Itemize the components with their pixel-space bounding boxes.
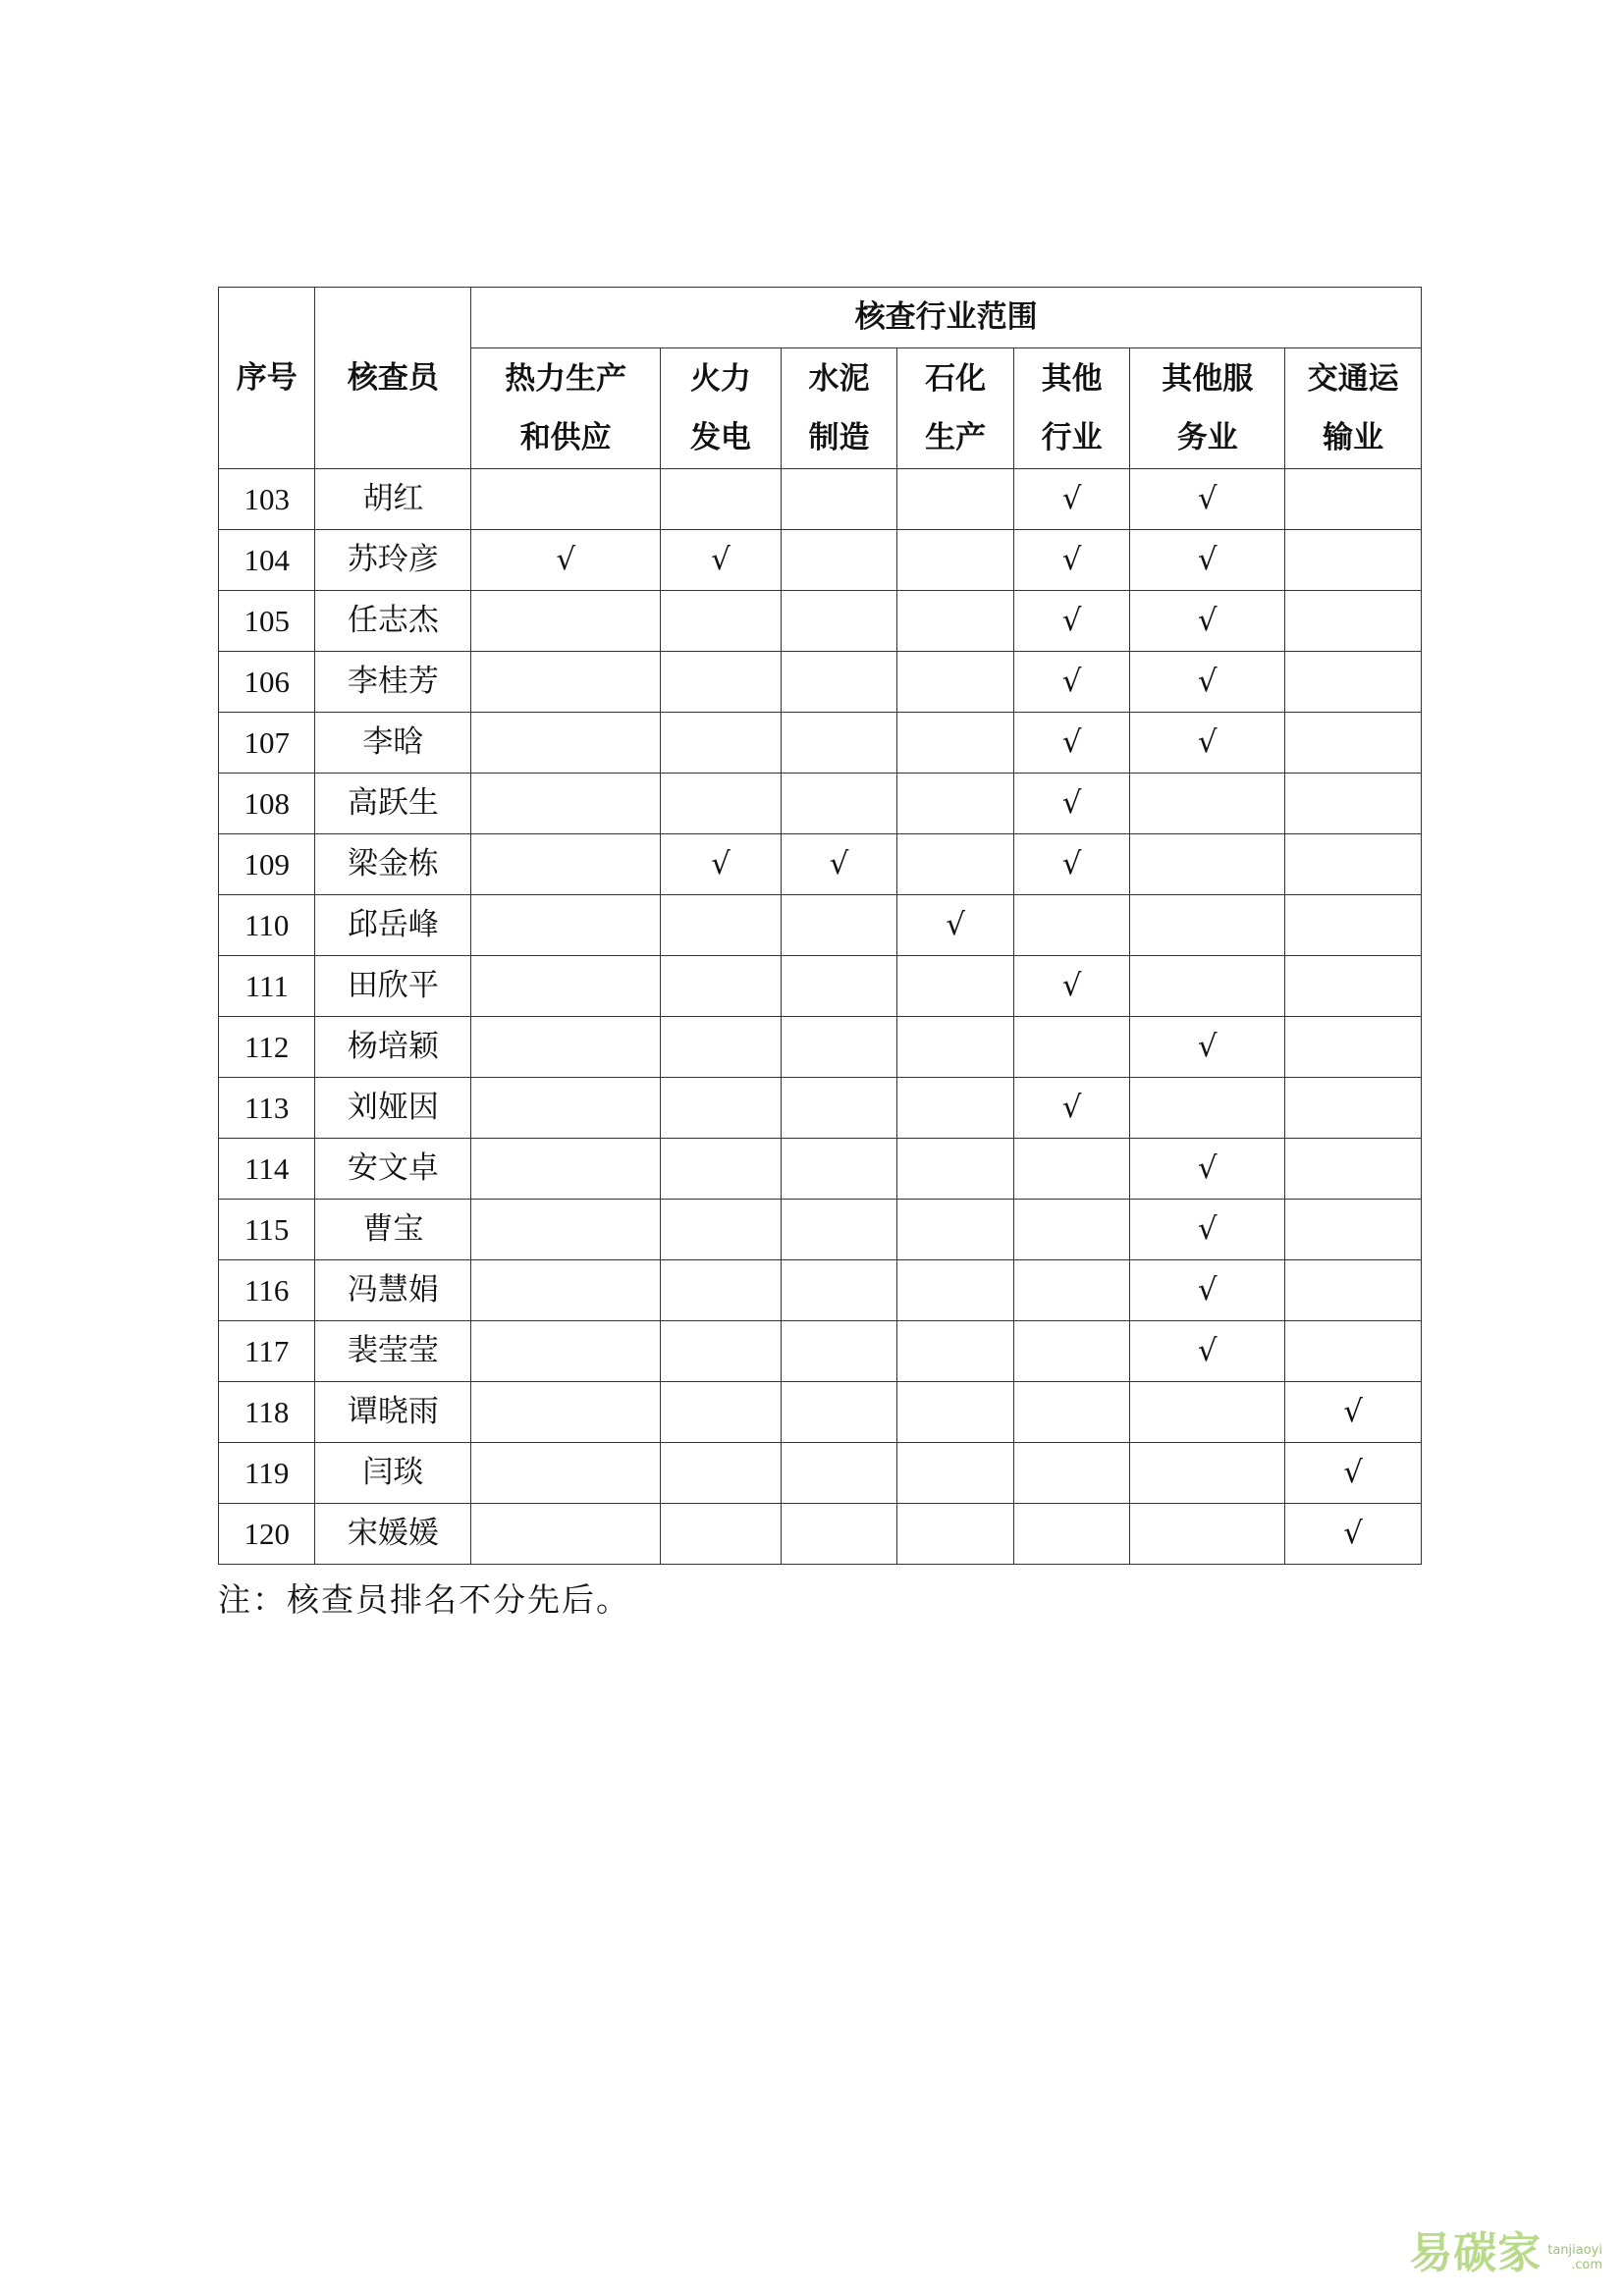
- industry-check-cell: √: [1130, 652, 1285, 713]
- industry-check-cell: [661, 1200, 782, 1260]
- industry-check-cell: √: [1013, 591, 1130, 652]
- industry-check-cell: [1130, 895, 1285, 956]
- watermark-text: 易碳家: [1409, 2228, 1543, 2278]
- industry-check-cell: [897, 1078, 1014, 1139]
- industry-check-cell: √: [1130, 1321, 1285, 1382]
- table-row: [219, 652, 1422, 713]
- row-number: 112: [219, 1017, 315, 1078]
- auditor-name: 谭晓雨: [315, 1382, 471, 1443]
- row-number: 120: [219, 1504, 315, 1565]
- table-row: [219, 1200, 1422, 1260]
- industry-check-cell: [781, 1321, 897, 1382]
- industry-check-cell: [1013, 895, 1130, 956]
- auditor-name: 冯慧娟: [315, 1260, 471, 1321]
- industry-check-cell: [1013, 1504, 1130, 1565]
- auditor-name: 李桂芳: [315, 652, 471, 713]
- industry-check-cell: √: [1013, 530, 1130, 591]
- industry-check-cell: √: [1130, 530, 1285, 591]
- auditor-name: 杨培颖: [315, 1017, 471, 1078]
- industry-check-cell: √: [471, 530, 661, 591]
- industry-check-cell: [661, 1382, 782, 1443]
- industry-check-cell: [471, 1139, 661, 1200]
- industry-check-cell: [1285, 774, 1422, 834]
- industry-check-cell: [781, 530, 897, 591]
- table-row: [219, 1443, 1422, 1504]
- header-industry: 热力生产 和供应: [471, 348, 661, 469]
- industry-check-cell: √: [1285, 1504, 1422, 1565]
- header-industry: 其他服 务业: [1130, 348, 1285, 469]
- auditor-name: 梁金栋: [315, 834, 471, 895]
- table-row: [219, 895, 1422, 956]
- industry-check-cell: [1013, 1017, 1130, 1078]
- table-row: [219, 1139, 1422, 1200]
- auditor-name: 高跃生: [315, 774, 471, 834]
- industry-check-cell: [781, 591, 897, 652]
- auditor-name: 安文卓: [315, 1139, 471, 1200]
- industry-check-cell: [661, 774, 782, 834]
- industry-check-cell: [781, 469, 897, 530]
- row-number: 107: [219, 713, 315, 774]
- table-header: [219, 288, 1422, 469]
- industry-check-cell: [897, 1017, 1014, 1078]
- industry-check-cell: [1130, 1504, 1285, 1565]
- industry-check-cell: [471, 956, 661, 1017]
- industry-check-cell: [1285, 895, 1422, 956]
- industry-check-cell: [471, 591, 661, 652]
- industry-check-cell: √: [1013, 713, 1130, 774]
- table-row: [219, 956, 1422, 1017]
- table-row: [219, 469, 1422, 530]
- industry-check-cell: [1130, 956, 1285, 1017]
- industry-check-cell: √: [1130, 469, 1285, 530]
- row-number: 109: [219, 834, 315, 895]
- roster-sheet: [218, 287, 1422, 1565]
- industry-check-cell: [897, 469, 1014, 530]
- industry-check-cell: [661, 1260, 782, 1321]
- auditor-name: 宋媛媛: [315, 1504, 471, 1565]
- header-industry: 其他 行业: [1013, 348, 1130, 469]
- industry-check-cell: [897, 1504, 1014, 1565]
- industry-check-cell: √: [1013, 774, 1130, 834]
- industry-check-cell: [781, 713, 897, 774]
- industry-check-cell: [1285, 1078, 1422, 1139]
- row-number: 113: [219, 1078, 315, 1139]
- industry-check-cell: [471, 713, 661, 774]
- industry-check-cell: [1285, 469, 1422, 530]
- industry-check-cell: [781, 1504, 897, 1565]
- industry-check-cell: [661, 652, 782, 713]
- auditor-name: 苏玲彦: [315, 530, 471, 591]
- auditor-name: 任志杰: [315, 591, 471, 652]
- industry-check-cell: √: [1130, 713, 1285, 774]
- industry-check-cell: [781, 956, 897, 1017]
- industry-check-cell: √: [1013, 956, 1130, 1017]
- row-number: 110: [219, 895, 315, 956]
- industry-check-cell: [897, 774, 1014, 834]
- row-number: 116: [219, 1260, 315, 1321]
- industry-check-cell: √: [1013, 834, 1130, 895]
- row-number: 104: [219, 530, 315, 591]
- industry-check-cell: [661, 1321, 782, 1382]
- table-body: [219, 469, 1422, 1565]
- industry-check-cell: [781, 1382, 897, 1443]
- industry-check-cell: √: [661, 530, 782, 591]
- auditor-name: 田欣平: [315, 956, 471, 1017]
- table-row: [219, 530, 1422, 591]
- table-row: [219, 1321, 1422, 1382]
- industry-check-cell: [781, 1260, 897, 1321]
- industry-check-cell: [897, 530, 1014, 591]
- industry-check-cell: √: [1130, 1260, 1285, 1321]
- header-industry: 水泥 制造: [781, 348, 897, 469]
- industry-check-cell: [897, 652, 1014, 713]
- industry-check-cell: [1130, 1078, 1285, 1139]
- industry-check-cell: [471, 774, 661, 834]
- header-industry-scope: 核查行业范围: [471, 288, 1422, 348]
- industry-check-cell: √: [1013, 1078, 1130, 1139]
- row-number: 117: [219, 1321, 315, 1382]
- table-row: [219, 1078, 1422, 1139]
- industry-check-cell: [897, 1200, 1014, 1260]
- auditor-name: 闫琰: [315, 1443, 471, 1504]
- industry-check-cell: [1285, 713, 1422, 774]
- industry-check-cell: [471, 1321, 661, 1382]
- industry-check-cell: [471, 1382, 661, 1443]
- row-number: 119: [219, 1443, 315, 1504]
- auditor-name: 胡红: [315, 469, 471, 530]
- industry-check-cell: [1285, 1017, 1422, 1078]
- industry-check-cell: [1013, 1382, 1130, 1443]
- industry-check-cell: √: [1130, 591, 1285, 652]
- industry-check-cell: [471, 834, 661, 895]
- row-number: 115: [219, 1200, 315, 1260]
- industry-check-cell: [897, 1443, 1014, 1504]
- industry-check-cell: [781, 652, 897, 713]
- header-no: 序号: [219, 288, 315, 469]
- auditor-name: 刘娅因: [315, 1078, 471, 1139]
- table-row: [219, 591, 1422, 652]
- table-row: [219, 1260, 1422, 1321]
- industry-check-cell: [661, 956, 782, 1017]
- industry-check-cell: √: [1130, 1017, 1285, 1078]
- table-row: [219, 1017, 1422, 1078]
- industry-check-cell: [1130, 774, 1285, 834]
- industry-check-cell: [661, 469, 782, 530]
- industry-check-cell: √: [897, 895, 1014, 956]
- industry-check-cell: [1013, 1139, 1130, 1200]
- auditor-name: 邱岳峰: [315, 895, 471, 956]
- industry-check-cell: [1285, 956, 1422, 1017]
- header-industry: 火力 发电: [661, 348, 782, 469]
- industry-check-cell: [897, 1260, 1014, 1321]
- table-row: [219, 1382, 1422, 1443]
- industry-check-cell: √: [1130, 1139, 1285, 1200]
- industry-check-cell: [471, 1504, 661, 1565]
- header-industry: 石化 生产: [897, 348, 1014, 469]
- industry-check-cell: [1285, 530, 1422, 591]
- industry-check-cell: [661, 895, 782, 956]
- industry-check-cell: [661, 1078, 782, 1139]
- auditor-name: 李晗: [315, 713, 471, 774]
- industry-check-cell: [781, 1200, 897, 1260]
- footnote: 注：核查员排名不分先后。: [218, 1580, 630, 1619]
- industry-check-cell: [1013, 1321, 1130, 1382]
- industry-check-cell: [471, 1078, 661, 1139]
- industry-check-cell: [661, 1504, 782, 1565]
- industry-check-cell: [471, 1443, 661, 1504]
- industry-check-cell: [1285, 591, 1422, 652]
- industry-check-cell: [1285, 1139, 1422, 1200]
- industry-check-cell: [1013, 1200, 1130, 1260]
- industry-check-cell: [661, 713, 782, 774]
- industry-check-cell: [1285, 652, 1422, 713]
- industry-check-cell: [1285, 1321, 1422, 1382]
- row-number: 105: [219, 591, 315, 652]
- industry-check-cell: [471, 652, 661, 713]
- industry-check-cell: [781, 774, 897, 834]
- industry-check-cell: [1285, 1260, 1422, 1321]
- industry-check-cell: [897, 834, 1014, 895]
- table-row: [219, 774, 1422, 834]
- auditor-name: 裴莹莹: [315, 1321, 471, 1382]
- industry-check-cell: [897, 713, 1014, 774]
- industry-check-cell: [781, 1017, 897, 1078]
- auditor-name: 曹宝: [315, 1200, 471, 1260]
- industry-check-cell: √: [661, 834, 782, 895]
- industry-check-cell: [897, 956, 1014, 1017]
- industry-check-cell: [781, 1443, 897, 1504]
- industry-check-cell: [1013, 1443, 1130, 1504]
- row-number: 108: [219, 774, 315, 834]
- industry-check-cell: √: [1285, 1443, 1422, 1504]
- industry-check-cell: [897, 1382, 1014, 1443]
- industry-check-cell: [781, 1139, 897, 1200]
- industry-check-cell: [471, 1200, 661, 1260]
- industry-check-cell: [897, 591, 1014, 652]
- header-name: 核查员: [315, 288, 471, 469]
- table-row: [219, 834, 1422, 895]
- industry-check-cell: √: [1013, 652, 1130, 713]
- industry-check-cell: √: [1013, 469, 1130, 530]
- industry-check-cell: [781, 1078, 897, 1139]
- industry-check-cell: [471, 1017, 661, 1078]
- industry-check-cell: [471, 895, 661, 956]
- watermark-domain: tanjiaoyi .com: [1547, 2243, 1602, 2272]
- row-number: 114: [219, 1139, 315, 1200]
- industry-check-cell: [661, 1139, 782, 1200]
- row-number: 111: [219, 956, 315, 1017]
- industry-check-cell: √: [1285, 1382, 1422, 1443]
- row-number: 106: [219, 652, 315, 713]
- table-row: [219, 1504, 1422, 1565]
- industry-check-cell: [1285, 834, 1422, 895]
- table-row: [219, 713, 1422, 774]
- industry-check-cell: [1130, 1382, 1285, 1443]
- row-number: 118: [219, 1382, 315, 1443]
- industry-check-cell: √: [1130, 1200, 1285, 1260]
- row-number: 103: [219, 469, 315, 530]
- industry-check-cell: [471, 1260, 661, 1321]
- industry-check-cell: [661, 591, 782, 652]
- industry-check-cell: [471, 469, 661, 530]
- industry-check-cell: [1285, 1200, 1422, 1260]
- industry-check-cell: [661, 1017, 782, 1078]
- industry-check-cell: [1013, 1260, 1130, 1321]
- industry-check-cell: √: [781, 834, 897, 895]
- industry-check-cell: [661, 1443, 782, 1504]
- industry-check-cell: [897, 1321, 1014, 1382]
- header-industry: 交通运 输业: [1285, 348, 1422, 469]
- watermark-logo: [1409, 2217, 1602, 2280]
- industry-check-cell: [781, 895, 897, 956]
- industry-check-cell: [897, 1139, 1014, 1200]
- industry-check-cell: [1130, 834, 1285, 895]
- industry-check-cell: [1130, 1443, 1285, 1504]
- auditor-table: [218, 287, 1422, 1565]
